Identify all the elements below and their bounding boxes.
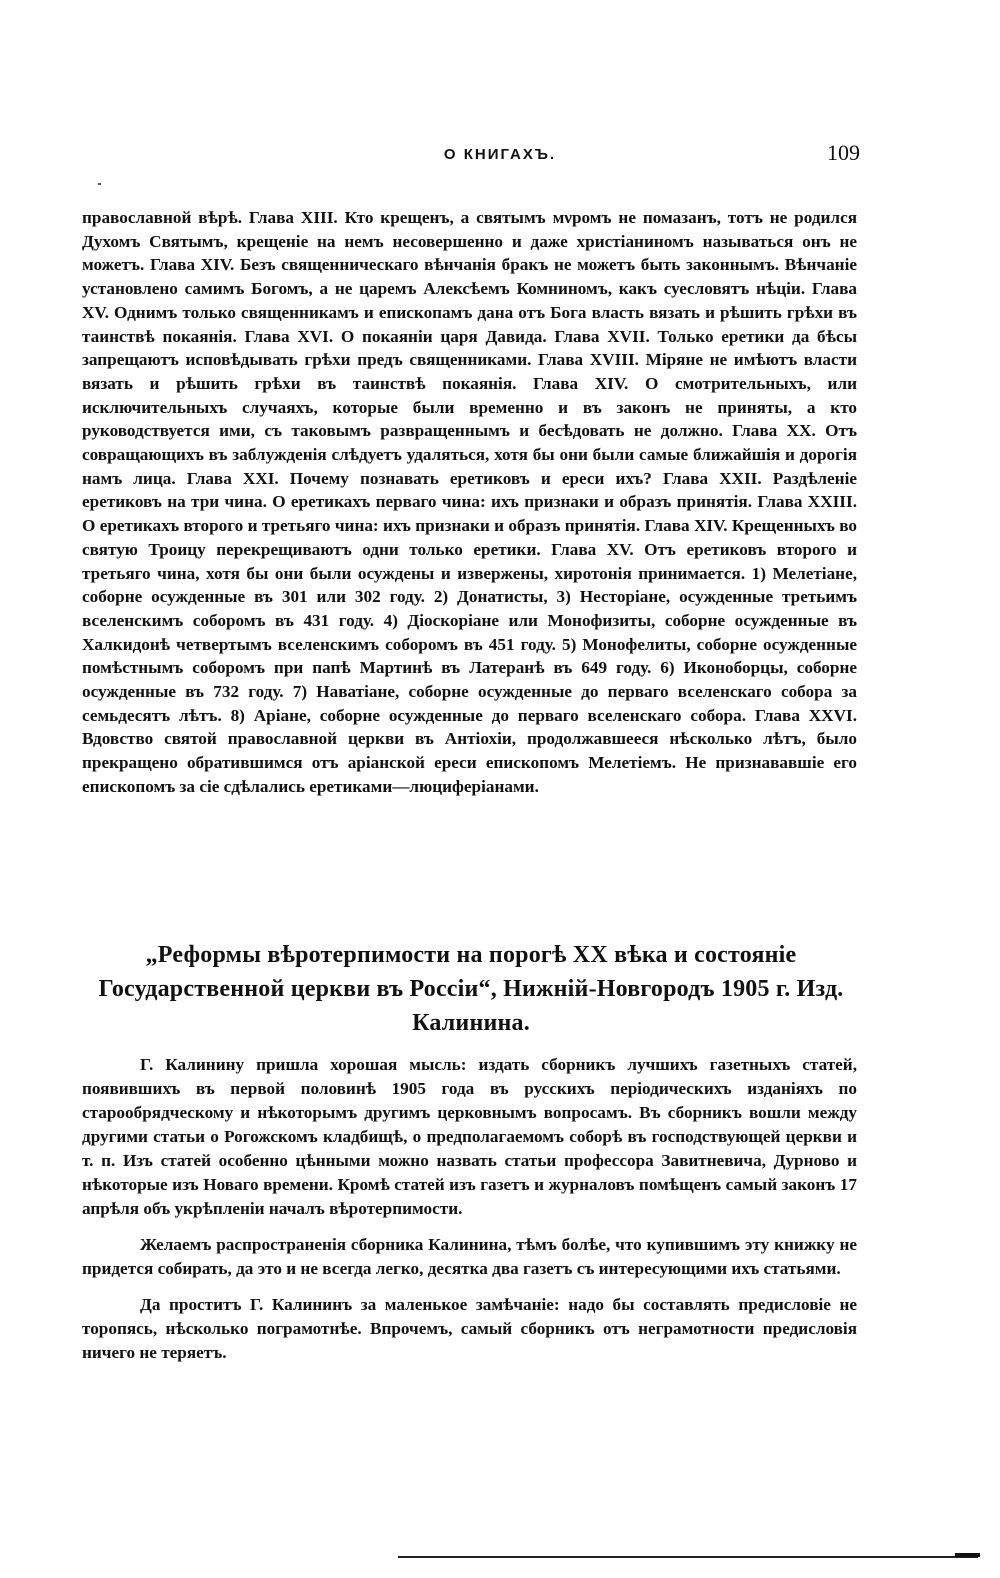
review-text bbox=[82, 1053, 857, 1365]
body-paragraph: православной вѣрѣ. Глава XIII. Кто крещенъ, а святымъ мνромъ не помазанъ, тотъ не родился Духомъ Святымъ, крещеніе на немъ несовершенно и даже христіаниномъ называться онъ не можетъ. Глава XIV. Безъ священническаго вѣнчанія бракъ не можетъ быть законнымъ. Вѣнчаніе установлено самимъ Богомъ, а не царемъ Алексѣемъ Комниномъ, какъ суесловятъ нѣціи. Глава XV. Однимъ только священникамъ и епископамъ дана отъ Бога власть вязать и рѣшить грѣхи въ таинствѣ покаянія. Глава XVI. О покаяніи царя Давида. Глава XVII. Только еретики да бѣсы запрещаютъ исповѣдывать грѣхи предъ священниками. Глава XVIII. Міряне не имѣютъ власти вязать и рѣшить грѣхи въ таинствѣ покаянія. Глава XIV. О смотрительныхъ, или исключительныхъ случаяхъ, которые были временно и въ законъ не приняты, а кто руководствуется ими, съ таковымъ развращеннымъ и бесѣдовать не должно. Глава XX. Отъ совращающихъ въ заблужденія слѣдуетъ удаляться, хотя бы они были самые ближайшія и дорогія намъ лица. Глава XXI. Почему познавать еретиковъ и ереси ихъ? Глава XXII. Раздѣленіе еретиковъ на три чина. О еретикахъ перваго чина: ихъ признаки и образъ принятія. Глава XXIII. О еретикахъ второго и третьяго чина: ихъ признаки и образъ принятія. Глава XIV. Крещенныхъ во святую Троицу перекрещиваютъ одни только еретики. Глава XV. Отъ еретиковъ второго и третьяго чина, хотя бы они были осуждены и извержены, хиротонія принимается. 1) Мелетіане, соборне осужденные въ 301 или 302 году. 2) Донатисты, 3) Несторіане, осужденные третьимъ вселенскимъ соборомъ въ 431 году. 4) Діоскоріане или Монофизиты, соборне осужденные въ Халкидонѣ четвертымъ вселенскимъ соборомъ въ 451 году. 5) Монофелиты, соборне осужденные помѣстнымъ соборомъ при папѣ Мартинѣ въ Латеранѣ въ 649 году. 6) Иконоборцы, соборне осужденные въ 732 году. 7) Наватіане, соборне осужденные до перваго вселенскаго собора за семьдесятъ лѣтъ. 8) Аріане, соборне осужденные до перваго вселенскаго собора. Глава XXVI. Вдовство святой православной церкви въ Антіохіи, продолжавшееся нѣсколько лѣтъ, было прекращено обратившимся отъ аріанской ереси епископомъ Мелетіемъ. Не признававшіе его епископомъ за сіе сдѣлались еретиками—люциферіанами. bbox=[82, 208, 857, 796]
footer-rule bbox=[398, 1556, 978, 1558]
review-paragraph-2: Желаемъ распространенія сборника Калинина, тѣмъ болѣе, что купившимъ эту книжку не придется собирать, да это и не всегда легко, десятка два газетъ съ интересующими ихъ статьями. bbox=[82, 1235, 857, 1278]
review-paragraph-3: Да проститъ Г. Калининъ за маленькое замѣчаніе: надо бы составлять предисловіе не торопясь, нѣсколько пограмотнѣе. Впрочемъ, самый сборникъ отъ неграмотности предисловія ничего не теряетъ. bbox=[82, 1295, 857, 1362]
body-text bbox=[82, 206, 857, 799]
review-paragraph-1: Г. Калинину пришла хорошая мысль: издать сборникъ лучшихъ газетныхъ статей, появившихъ въ первой половинѣ 1905 года въ русскихъ періодическихъ изданіяхъ по старообрядческому и нѣкоторымъ другимъ церковнымъ вопросамъ. Въ сборникъ вошли между другими статьи о Рогожскомъ кладбищѣ, о предполагаемомъ соборѣ въ господствующей церкви и т. п. Изъ статей особенно цѣнными можно назвать статьи профессора Завитневича, Дурново и нѣкоторые изъ Новаго времени. Кромѣ статей изъ газетъ и журналовъ помѣщенъ самый законъ 17 апрѣля объ укрѣпленіи началъ вѣротерпимости. bbox=[82, 1055, 857, 1218]
running-title: О КНИГАХЪ. bbox=[443, 146, 557, 163]
review-heading: „Реформы вѣротерпимости на порогѣ XX вѣка и состояніе Государственной церкви въ Россіи“, Нижній-Новгородъ 1905 г. Изд. Калинина. bbox=[98, 942, 844, 1036]
page-number: 109 bbox=[827, 140, 860, 165]
running-header bbox=[80, 140, 860, 165]
footer-rule-end bbox=[955, 1553, 980, 1557]
print-speck bbox=[98, 183, 101, 185]
